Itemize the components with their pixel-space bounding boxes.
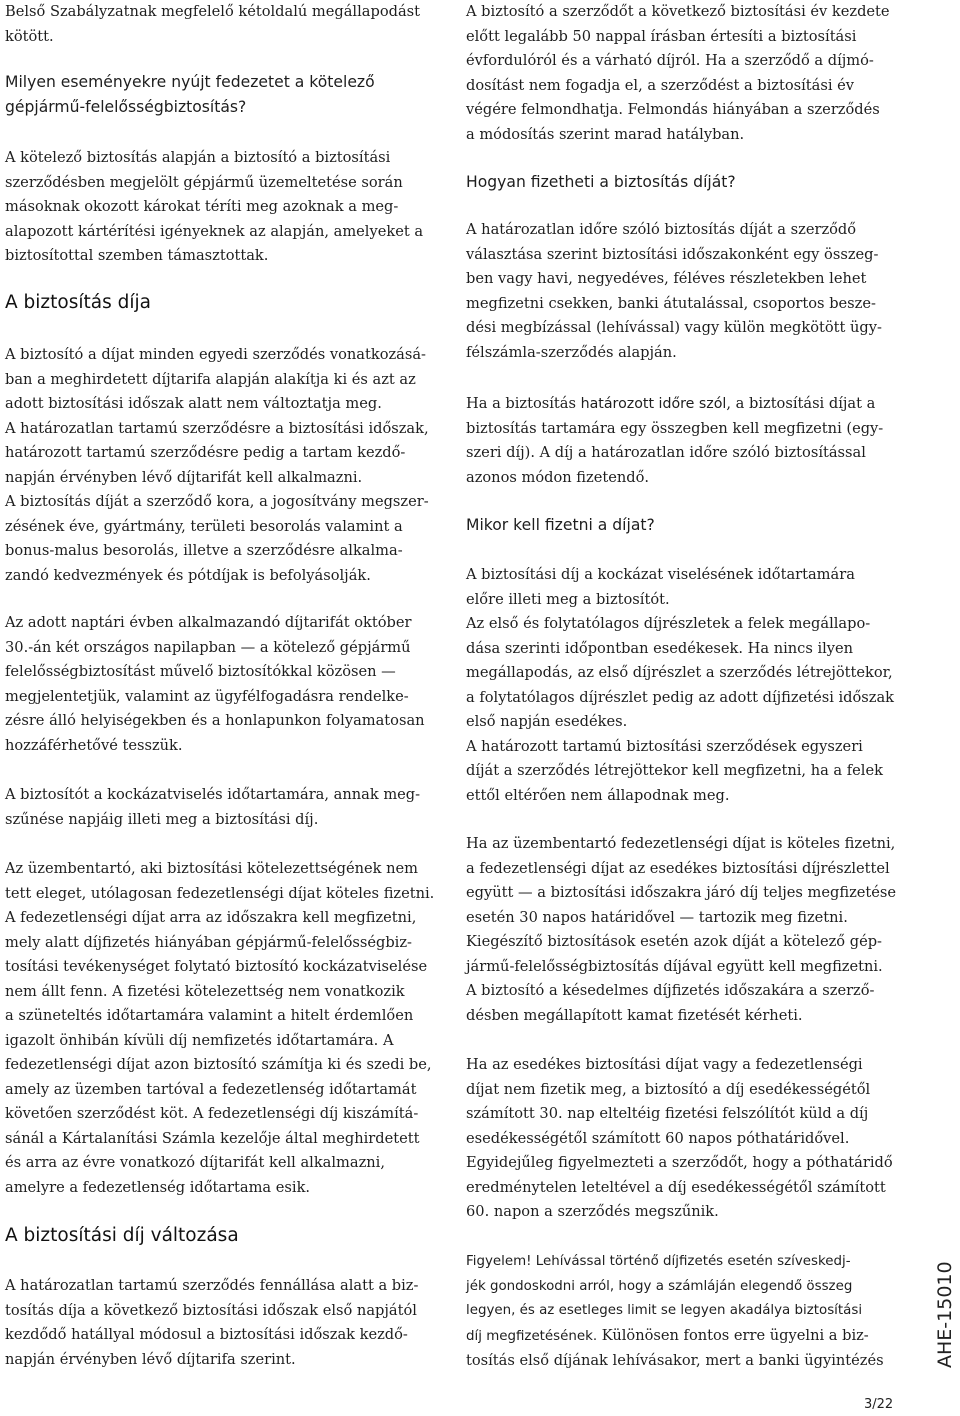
heading-when-to-pay: Mikor kell fizetni a díjat? bbox=[466, 516, 655, 534]
document-code: AHE-15010 bbox=[934, 1261, 956, 1368]
paragraph-overdue: Ha az esedékes biztosítási díjat vagy a fedezetlenségi díjat nem fizetik meg, a biztosító a díj esedékességétől számított 30. nap elteltéig fizetési felszólítót küld a díj esedékességétől számított 60 napos póthatáridővel. Egyidejűleg figyelmezteti a szerződőt, hogy a póthatáridő eredménytelen leteltével a díj esedékességétől számított 60. napon a szerződés megszűnik. bbox=[466, 1056, 893, 1220]
page-number: 3/22 bbox=[864, 1397, 894, 1412]
paragraph-events: A kötelező biztosítás alapján a biztosító a biztosítási szerződésben megjelölt gépjármű üzemeltetése során másoknak okozott károkat téríti meg azoknak a meg- alapozott kártérítési igényeknek az alapján, amelyeket a biztosítottal szemben támasztottak. bbox=[5, 149, 424, 264]
fixed-term-emphasis: határozott időre szól bbox=[580, 396, 727, 412]
paragraph-payment-methods: A határozatlan időre szóló biztosítás díját a szerződő választása szerint biztosítási időszakonként egy összeg- ben vagy havi, negyedéves, féléves részletekben lehet megfizetni csekken, banki átutalással, csoportos besze- dési megbízással (lehívással) vagy külön megkötött ügy- félszámla-szerződés alapján. bbox=[466, 221, 882, 361]
heading-fee-change: A biztosítási díj változása bbox=[5, 1225, 239, 1246]
carryover-text: Belső Szabályzatnak megfelelő kétoldalú megállapodást kötött. bbox=[5, 3, 420, 45]
heading-fee: A biztosítás díja bbox=[5, 292, 151, 313]
paragraph-uncovered: Az üzembentartó, aki biztosítási kötelezettségének nem tett eleget, utólagosan fedezetlenségi díjat köteles fizetni. A fedezetlenségi díjat arra az időszakra kell megfizetni, mely alatt díjfizetés hiányában gépjármű-felelősségbiz- tosítási tevékenységet folytató biztosító kockázatviselése nem állt fenn. A fizetési kötelezettség nem vonatkozik a szüneteltés időtartamára valamint a hitelt érdemlően igazolt önhibán kívüli díj nemfizetés időtartamára. A fedezetlenségi díjat azon biztosító számítja ki és szedi be, amely az üzemben tartóval a fedezetlenség időtartamát követően szerződést köt. A fedezetlenségi díj kiszámítá- sánál a Kártalanítási Számla kezelője által meghirdetett és arra az évre vonatkozó díjtarifát kell alkalmazni, amelyre a fedezetlenség időtartama esik. bbox=[5, 860, 435, 1196]
paragraph-fixed-term: Ha a biztosítás határozott időre szól, a biztosítási díjat a biztosítás tartamára egy összegben kell megfizetni (egy- szeri díj). A díj a határozatlan időre szóló biztosítással azonos módon fizetendő. bbox=[466, 395, 884, 486]
paragraph-operator-fee: Ha az üzembentartó fedezetlenségi díjat is köteles fizetni, a fedezetlenségi díjat az esedékes biztosítási díjrészlettel együtt — a biztosítási időszakra járó díj teljes megfizetése esetén 30 napos határidővel — tartozik meg fizetni. Kiegészítő biztosítások esetén azok díját a kötelező gép- jármű-felelősségbiztosítás díjával együtt kell megfizetni. A biztosító a késedelmes díjfizetés időszakára a szerző- désben megállapított kamat fizetését kérheti. bbox=[466, 835, 897, 1024]
paragraph-when-to-pay: A biztosítási díj a kockázat viselésének időtartamára előre illeti meg a biztosítót. Az első és folytatólagos díjrészletek a felek megállapo- dása szerinti időpontban esedékesek. Ha nincs ilyen megállapodás, az első díjrészlet a szerződés létrejöttekor, a folytatólagos díjrészlet pedig az adott díjfizetési időszak első napján esedékes. A határozott tartamú biztosítási szerződések egyszeri díját a szerződés létrejöttekor kell megfizetni, ha a felek ettől eltérően nem állapodnak meg. bbox=[466, 566, 895, 804]
paragraph-fee-change: A határozatlan tartamú szerződés fennállása alatt a biz- tosítás díja a következő biztosítási időszak első napjától kezdődő hatállyal módosul a biztosítási időszak kezdő- napján érvényben lévő díjtarifa szerint. bbox=[5, 1277, 419, 1368]
paragraph-tariff: Az adott naptári évben alkalmazandó díjtarifát október 30.-án két országos napilapban — a kötelező gépjármű felelősségbiztosítást művelő biztosítókkal közösen — megjelentetjük, valamint az ügyfélfogadásra rendelke- zésre álló helyiségekben és a honlapunkon folyamatosan hozzáférhetővé tesszük. bbox=[5, 614, 425, 754]
heading-payment-methods: Hogyan fizetheti a biztosítás díját? bbox=[466, 173, 736, 191]
heading-events: Milyen eseményekre nyújt fedezetet a kötelező gépjármű-felelősségbiztosítás? bbox=[5, 73, 375, 116]
warning-notice: Figyelem! Lehívással történő díjfizetés esetén szíveskedj- jék gondoskodni arról, hogy a számláján elegendő összeg legyen, és az esetleges limit se legyen akadálya biztosítási díj megfizetésének. Különösen fontos erre ügyelni a biz- tosítás első díjának lehívásakor, mert a banki ügyintézés bbox=[466, 1254, 884, 1369]
paragraph-risk: A biztosítót a kockázatviselés időtartamára, annak meg- szűnése napjáig illeti meg a biztosítási díj. bbox=[5, 786, 421, 828]
paragraph-fee: A biztosító a díjat minden egyedi szerződés vonatkozásá- ban a meghirdetett díjtarifa alapján alakítja ki és azt az adott biztosítási időszak alatt nem változtatja meg. A határozatlan tartamú szerződésre a biztosítási időszak, határozott tartamú szerződésre pedig a tartam kezdő- napján érvényben lévő díjtarifát kell alkalmazni. A biztosítás díját a szerződő kora, a jogosítvány megszer- zésének éve, gyártmány, területi besorolás valamint a bonus-malus besorolás, illetve a szerződésre alkalma- zandó kedvezmények és pótdíjak is befolyásolják. bbox=[5, 346, 429, 584]
paragraph-notice: A biztosító a szerződőt a következő biztosítási év kezdete előtt legalább 50 nappal írásban értesíti a biztosítási évfordulóról és a várható díjról. Ha a szerződő a díjmó- dosítást nem fogadja el, a szerződést a biztosítási év végére felmondhatja. Felmondás hiányában a szerződés a módosítás szerint marad hatályban. bbox=[466, 3, 890, 143]
